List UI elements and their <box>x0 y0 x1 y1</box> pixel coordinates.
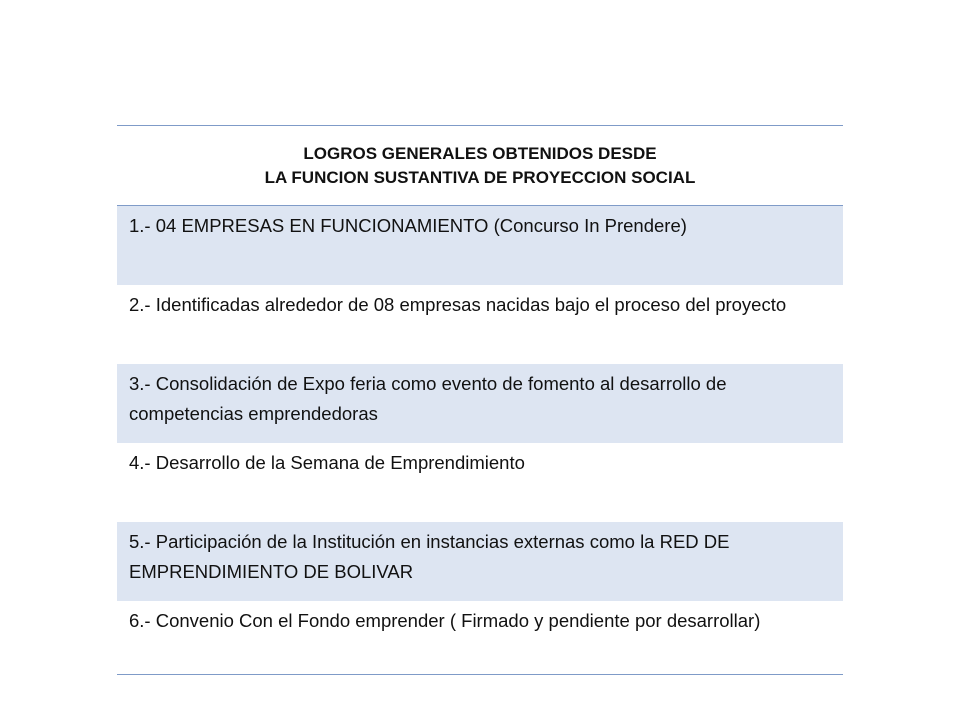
row-text: 6.- Convenio Con el Fondo emprender ( Firmado y pendiente por desarrollar) <box>129 610 761 631</box>
table-row <box>117 285 843 364</box>
table-row <box>117 522 843 601</box>
table-row <box>117 206 843 285</box>
table-header <box>117 126 843 206</box>
row-text: 3.- Consolidación de Expo feria como evento de fomento al desarrollo de competencias emprendedoras <box>129 373 727 424</box>
table-row <box>117 443 843 522</box>
row-text: 2.- Identificadas alrededor de 08 empresas nacidas bajo el proceso del proyecto <box>129 294 787 315</box>
row-text: 5.- Participación de la Institución en instancias externas como la RED DE EMPRENDIMIENTO DE BOLIVAR <box>129 531 730 582</box>
header-title-line-1: LOGROS GENERALES OBTENIDOS DESDE <box>303 143 657 163</box>
row-text: 4.- Desarrollo de la Semana de Emprendimiento <box>129 452 525 473</box>
row-text: 1.- 04 EMPRESAS EN FUNCIONAMIENTO (Concurso In Prendere) <box>129 215 687 236</box>
header-title-line-2: LA FUNCION SUSTANTIVA DE PROYECCION SOCIAL <box>264 167 696 187</box>
table-row <box>117 364 843 443</box>
achievements-table <box>117 125 843 675</box>
table-row <box>117 601 843 674</box>
